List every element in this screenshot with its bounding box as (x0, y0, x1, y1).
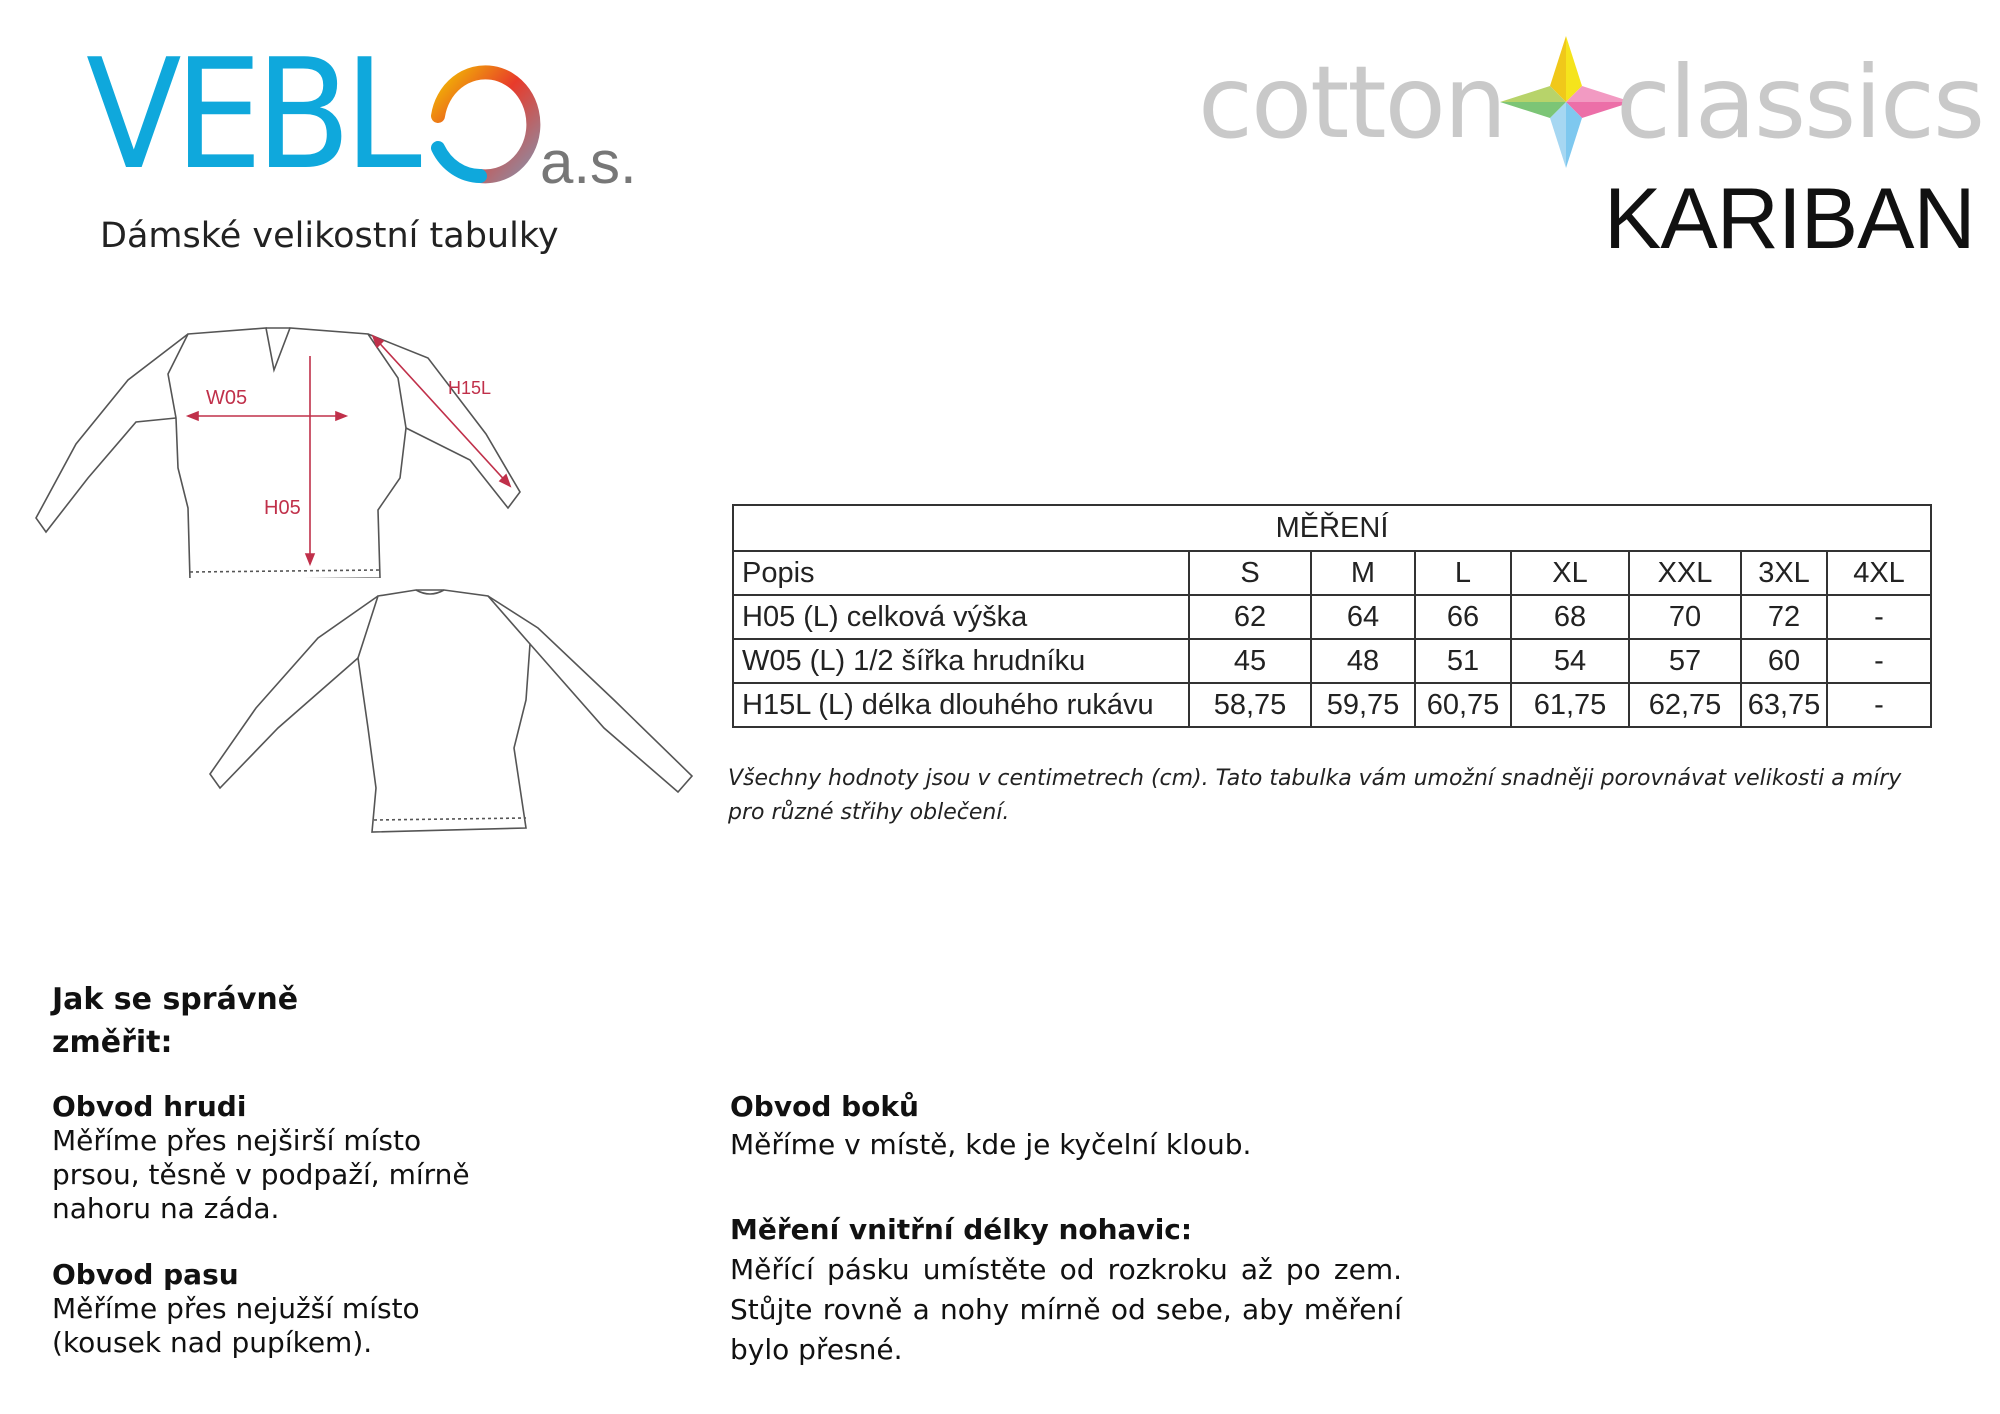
table-cell: W05 (L) 1/2 šířka hrudníku (733, 639, 1189, 683)
header-cell: 3XL (1741, 551, 1827, 595)
table-cell: 59,75 (1311, 683, 1415, 727)
table-note: Všechny hodnoty jsou v centimetrech (cm). Tato tabulka vám umožní snadněji porovnávat velikosti a míry pro různé střihy oblečení. (728, 766, 1902, 825)
table-cell: 60,75 (1415, 683, 1511, 727)
table-cell: 62,75 (1629, 683, 1741, 727)
table-row (733, 595, 1931, 639)
table-cell: 54 (1511, 639, 1629, 683)
table-row (733, 683, 1931, 727)
page-subtitle: Dámské velikostní tabulky (100, 216, 559, 256)
hips-text: Měříme v místě, kde je kyčelní kloub. (730, 1128, 1252, 1161)
inseam-text: Měřící pásku umístěte od rozkroku až po zem. Stůjte rovně a nohy mírně od sebe, aby měření bylo přesné. (730, 1253, 1402, 1366)
table-cell: 61,75 (1511, 683, 1629, 727)
howto-heading: Jak se správně změřit: (52, 982, 299, 1060)
size-table (732, 504, 1932, 728)
table-cell: 66 (1415, 595, 1511, 639)
table-cell: 45 (1189, 639, 1311, 683)
header-cell: Popis (733, 551, 1189, 595)
header-cell: M (1311, 551, 1415, 595)
inseam-title: Měření vnitřní délky nohavic: (730, 1213, 1193, 1246)
waist-title: Obvod pasu (52, 1258, 239, 1291)
label-w05: W05 (206, 387, 248, 409)
vebl-logo-o-ring (418, 56, 548, 186)
table-cell: 70 (1629, 595, 1741, 639)
hips-title: Obvod boků (730, 1090, 919, 1123)
hips-section (730, 1090, 1410, 1162)
table-cell: 58,75 (1189, 683, 1311, 727)
inseam-section (730, 1210, 1402, 1370)
table-cell: 62 (1189, 595, 1311, 639)
table-row (733, 639, 1931, 683)
cotton-classics-star-icon (1498, 34, 1634, 170)
table-cell: 72 (1741, 595, 1827, 639)
chest-text: Měříme přes nejširší místo prsou, těsně v podpaží, mírně nahoru na záda. (52, 1124, 470, 1225)
table-cell: 60 (1741, 639, 1827, 683)
table-cell: - (1827, 595, 1931, 639)
table-title: MĚŘENÍ (733, 505, 1931, 551)
table-cell: 63,75 (1741, 683, 1827, 727)
label-h05: H05 (264, 497, 301, 519)
vebl-logo-suffix: a.s. (540, 129, 637, 196)
waist-text: Měříme přes nejužší místo (kousek nad pupíkem). (52, 1292, 420, 1359)
header-cell: XL (1511, 551, 1629, 595)
table-cell: 64 (1311, 595, 1415, 639)
table-cell: 51 (1415, 639, 1511, 683)
table-cell: 48 (1311, 639, 1415, 683)
table-cell: 68 (1511, 595, 1629, 639)
waist-section (52, 1258, 472, 1360)
table-cell: - (1827, 639, 1931, 683)
table-cell: - (1827, 683, 1931, 727)
table-header-row (733, 551, 1931, 595)
chest-section (52, 1090, 472, 1226)
header-cell: L (1415, 551, 1511, 595)
garment-back-diagram (208, 588, 704, 848)
header-cell: S (1189, 551, 1311, 595)
table-cell: H05 (L) celková výška (733, 595, 1189, 639)
header-cell: XXL (1629, 551, 1741, 595)
label-h15l: H15L (448, 378, 492, 398)
chest-title: Obvod hrudi (52, 1090, 247, 1123)
table-title-row (733, 505, 1931, 551)
table-cell: H15L (L) délka dlouhého rukávu (733, 683, 1189, 727)
header-cell: 4XL (1827, 551, 1931, 595)
cotton-classics-logo-right: classics (1616, 44, 1984, 161)
table-cell: 57 (1629, 639, 1741, 683)
vebl-logo-text: VEBL (86, 26, 415, 203)
kariban-logo: KARIBAN (1604, 171, 1975, 267)
garment-front-diagram (28, 318, 548, 578)
cotton-classics-logo-left: cotton (1198, 44, 1506, 161)
